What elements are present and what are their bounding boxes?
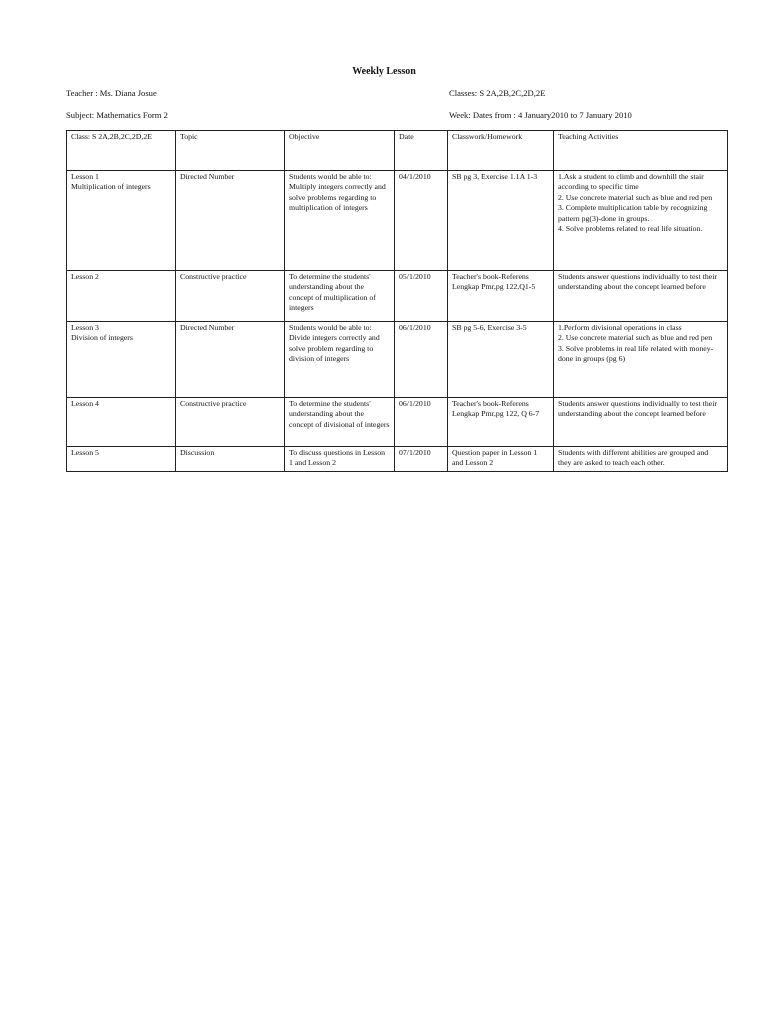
teacher-line: Teacher : Ms. Diana Josue: [66, 88, 157, 98]
topic-cell: Directed Number: [176, 322, 285, 398]
header-topic: Topic: [176, 131, 285, 171]
topic-cell: Constructive practice: [176, 271, 285, 322]
classwork-cell: SB pg 3, Exercise 1.1A 1-3: [448, 171, 554, 271]
objective-cell: To determine the students' understanding about the concept of divisional of integers: [285, 398, 395, 447]
document-title: Weekly Lesson: [352, 66, 416, 77]
classes-line: Classes: S 2A,2B,2C,2D,2E: [449, 88, 546, 98]
activity-item: 2. Use concrete material such as blue and red pen: [558, 192, 713, 202]
activities-cell: [554, 447, 728, 472]
objective-cell: To determine the students' understanding about the concept of multiplication of integers: [285, 271, 395, 322]
activity-item: Students answer questions individually to test their understanding about the concept learned before: [558, 399, 717, 419]
activities-cell: [554, 322, 728, 398]
classwork-cell: Teacher's book-Referens Lengkap Pmr,pg 122,Q1-5: [448, 271, 554, 322]
lesson-label: Lesson 3: [71, 323, 99, 332]
lesson-label: Lesson 2: [71, 272, 99, 281]
objective-cell: Students would be able to: Divide integers correctly and solve problem regarding to division of integers: [285, 322, 395, 398]
header-classwork: Classwork/Homework: [448, 131, 554, 171]
date-cell: 06/1/2010: [395, 398, 448, 447]
lesson-label: Lesson 1: [71, 172, 99, 181]
activities-cell: [554, 271, 728, 322]
objective-cell: To discuss questions in Lesson 1 and Lesson 2: [285, 447, 395, 472]
table-row: [67, 271, 728, 322]
date-cell: 07/1/2010: [395, 447, 448, 472]
classwork-cell: Question paper in Lesson 1 and Lesson 2: [448, 447, 554, 472]
activity-item: 4. Solve problems related to real life situation.: [558, 224, 703, 234]
lesson-label: Lesson 4: [71, 399, 99, 408]
activity-item: Students answer questions individually to test their understanding about the concept learned before: [558, 272, 717, 292]
lesson-subtitle: Multiplication of integers: [71, 182, 151, 192]
lesson-cell: [67, 447, 176, 472]
date-cell: 04/1/2010: [395, 171, 448, 271]
table-header-row: [67, 131, 728, 171]
lesson-label: Lesson 5: [71, 448, 99, 457]
header-objective: Objective: [285, 131, 395, 171]
lesson-plan-table: [66, 130, 728, 472]
lesson-cell: [67, 322, 176, 398]
classwork-cell: SB pg 5-6, Exercise 3-5: [448, 322, 554, 398]
table-row: [67, 171, 728, 271]
lesson-cell: [67, 271, 176, 322]
date-cell: 06/1/2010: [395, 322, 448, 398]
lesson-cell: [67, 398, 176, 447]
topic-cell: Constructive practice: [176, 398, 285, 447]
activity-item: Students with different abilities are grouped and they are asked to teach each other.: [558, 448, 709, 468]
date-cell: 05/1/2010: [395, 271, 448, 322]
header-teaching-activities: Teaching Activities: [554, 131, 728, 171]
lesson-cell: [67, 171, 176, 271]
lesson-subtitle: Division of integers: [71, 333, 133, 343]
table-row: [67, 398, 728, 447]
activity-item: 1.Perform divisional operations in class: [558, 323, 682, 332]
table-row: [67, 322, 728, 398]
header-class: Class: S 2A,2B,2C,2D,2E: [67, 131, 176, 171]
activity-item: 3. Complete multiplication table by recognizing pattern pg(3)-done in groups.: [558, 203, 708, 223]
activity-item: 3. Solve problems in real life related with money-done in groups (pg 6): [558, 343, 714, 364]
week-line: Week: Dates from : 4 January2010 to 7 January 2010: [449, 110, 632, 120]
topic-cell: Discussion: [176, 447, 285, 472]
topic-cell: Directed Number: [176, 171, 285, 271]
activities-cell: [554, 171, 728, 271]
activities-cell: [554, 398, 728, 447]
classwork-cell: Teacher's book-Referens Lengkap Pmr,pg 122, Q 6-7: [448, 398, 554, 447]
table-row: [67, 447, 728, 472]
objective-cell: Students would be able to: Multiply integers correctly and solve problems regarding to multiplication of integers: [285, 171, 395, 271]
subject-line: Subject: Mathematics Form 2: [66, 110, 168, 120]
activity-item: 1.Ask a student to climb and downhill the stair according to specific time: [558, 172, 704, 192]
activity-item: 2. Use concrete material such as blue and red pen: [558, 333, 713, 343]
header-date: Date: [395, 131, 448, 171]
